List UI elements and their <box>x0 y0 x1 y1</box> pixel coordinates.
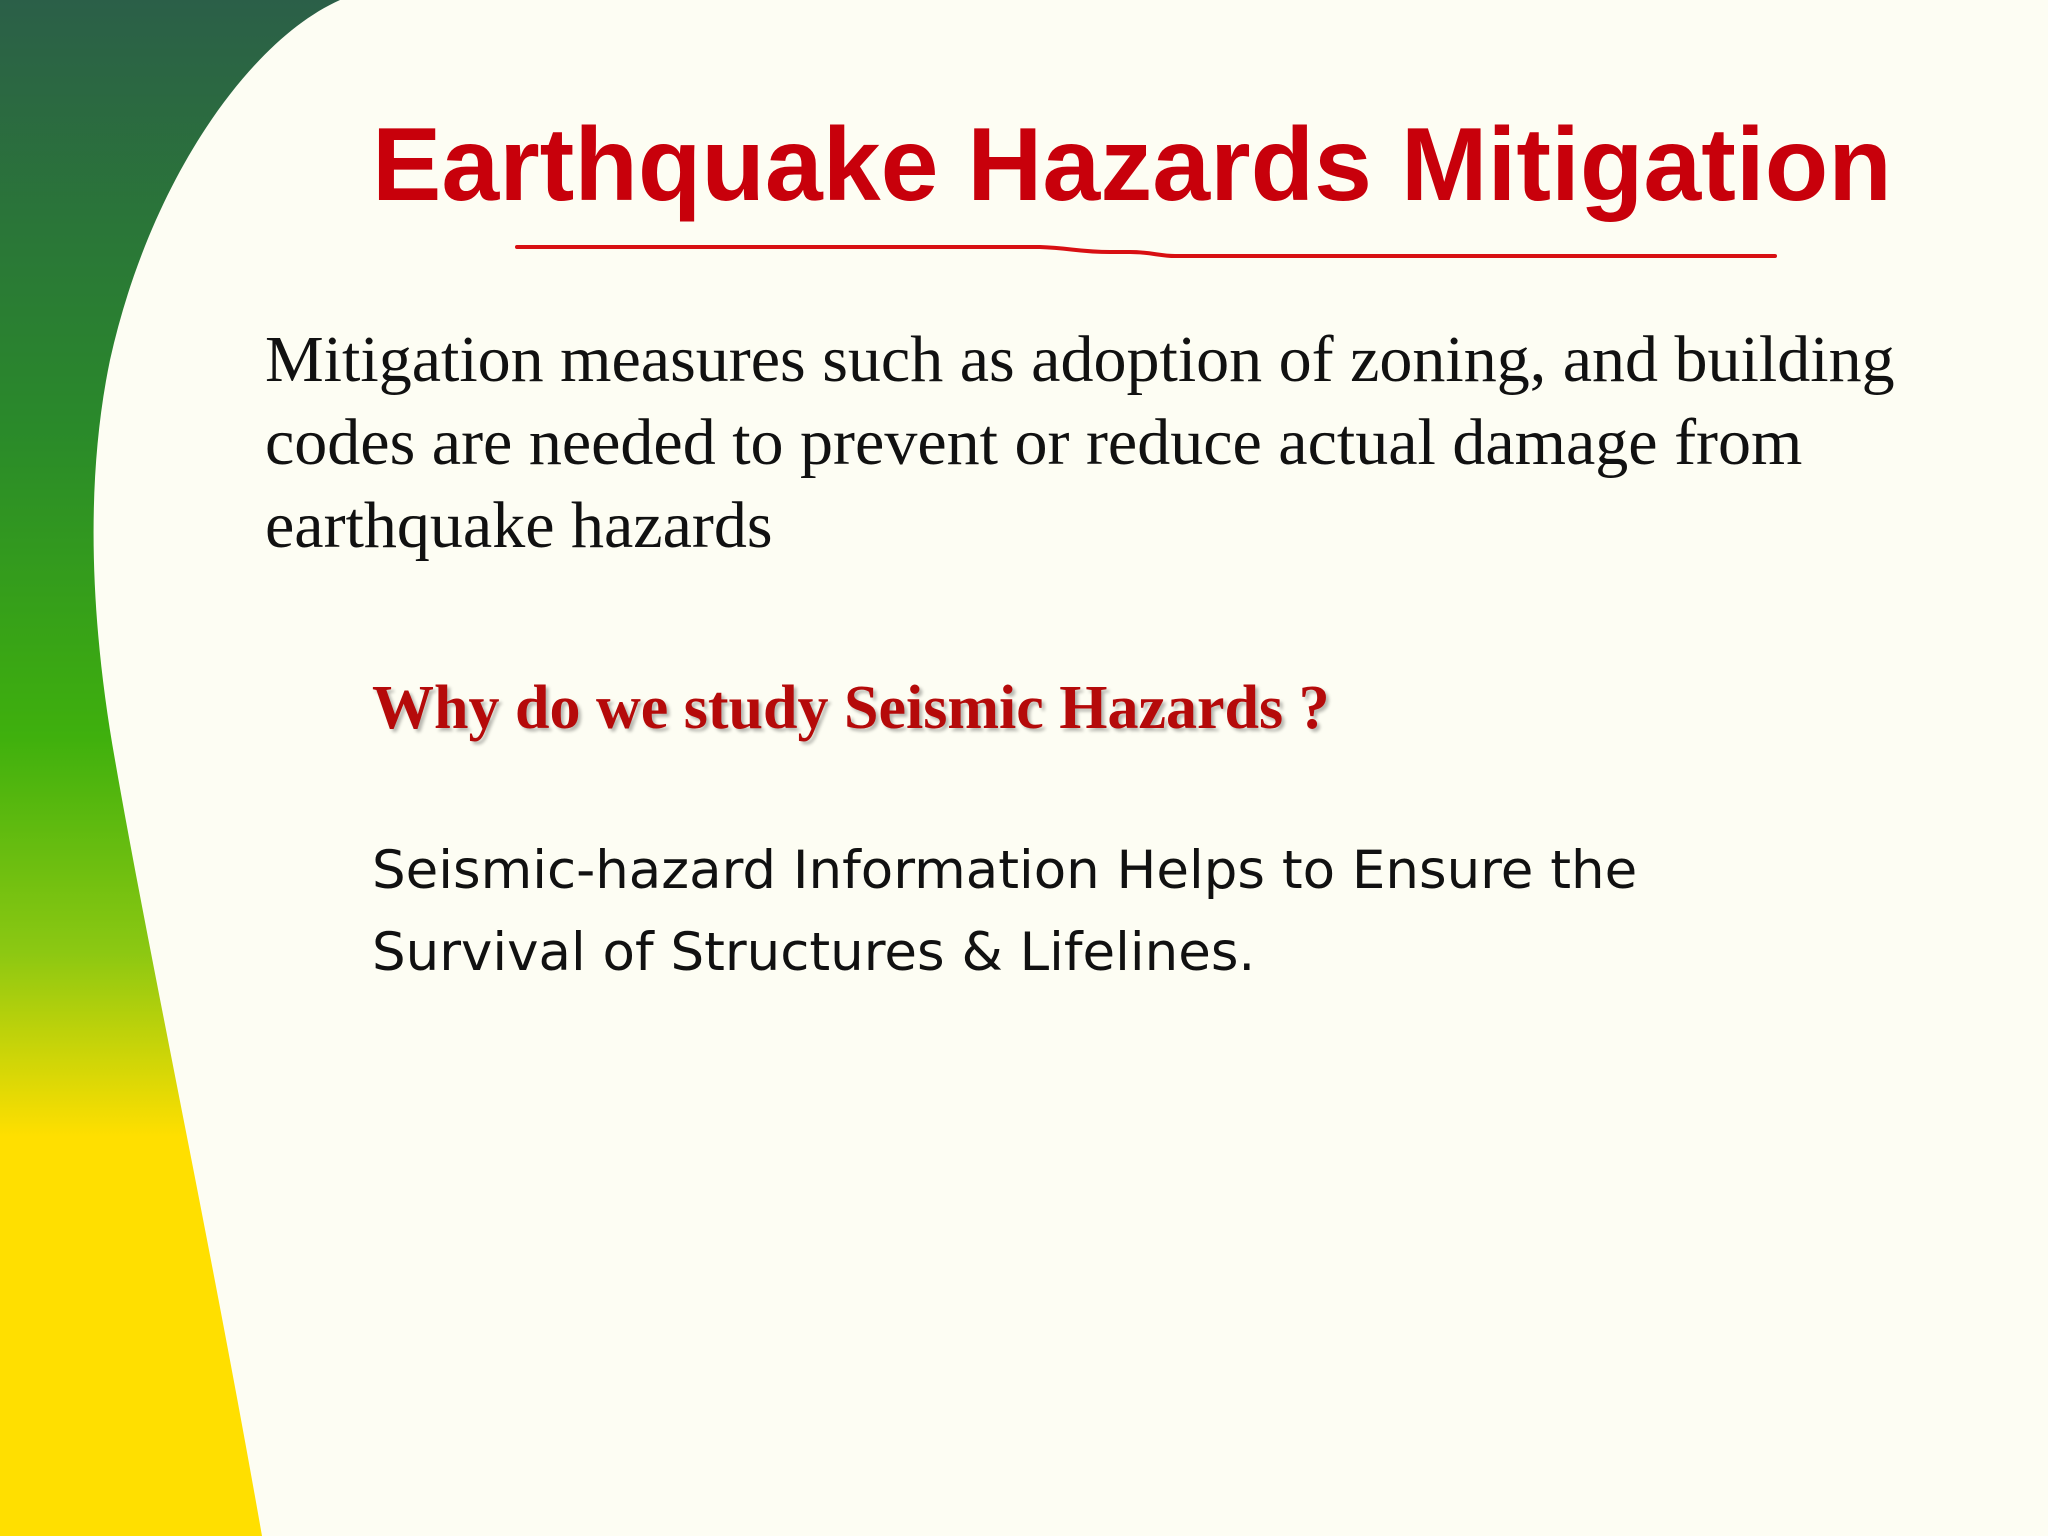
slide-title: Earthquake Hazards Mitigation <box>372 107 1892 223</box>
wave-shape <box>0 0 340 1536</box>
side-wave-decoration <box>0 0 400 1536</box>
intro-paragraph: Mitigation measures such as adoption of zoning, and building codes are needed to prevent or reduce actual damage from earthquake hazards <box>265 323 1895 562</box>
title-underline <box>510 236 1800 266</box>
body-line-1: Seismic-hazard Information Helps to Ensure the <box>372 840 1638 901</box>
body-text <box>372 830 1792 994</box>
body-line-2: Survival of Structures & Lifelines. <box>372 922 1256 983</box>
section-subheading: Why do we study Seismic Hazards ? <box>372 674 1330 742</box>
